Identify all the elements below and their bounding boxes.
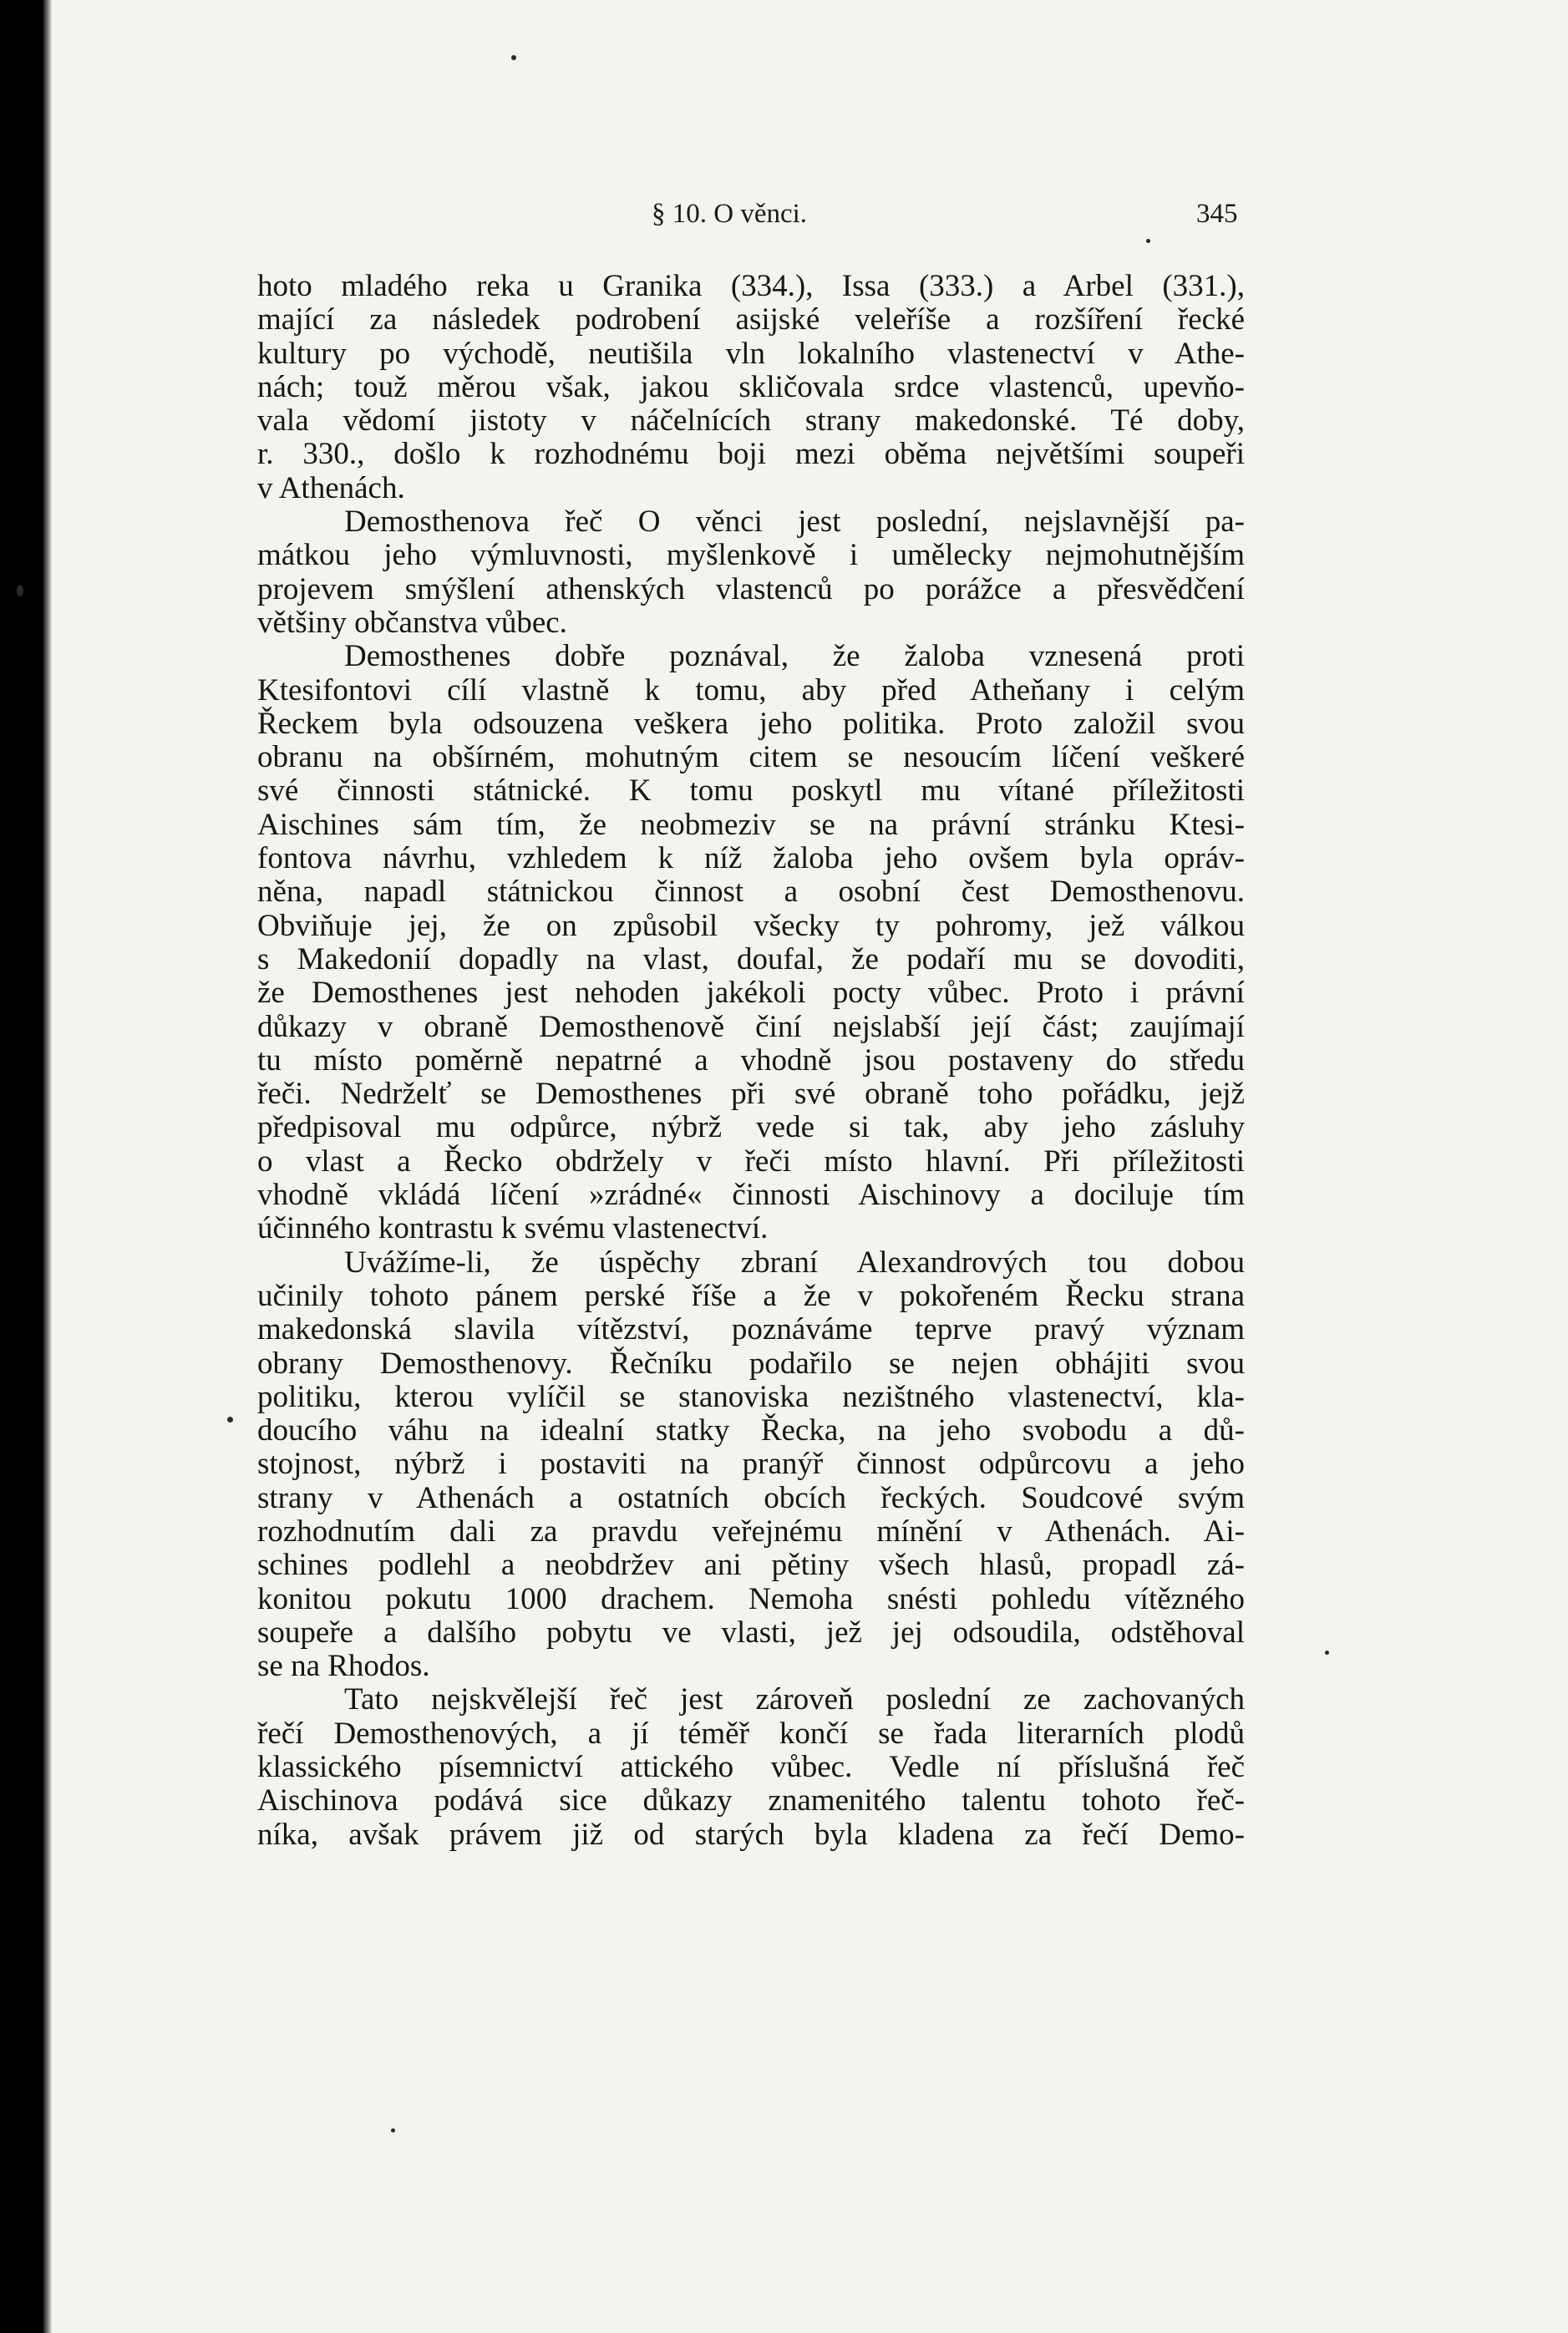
- text-line: klassického písemnictví attického vůbec. Vedle ní příslušná řeč: [257, 1750, 1245, 1785]
- text-line: fontova návrhu, vzhledem k níž žaloba jeho ovšem byla opráv-: [257, 841, 1245, 876]
- text-line: Ktesifontovi cílí vlastně k tomu, aby před Atheňany i celým: [257, 672, 1245, 708]
- text-line: že Demosthenes jest nehoden jakékoli pocty vůbec. Proto i právní: [257, 976, 1245, 1011]
- text-line: mající za následek podrobení asijské veleříše a rozšíření řecké: [257, 302, 1245, 337]
- text-line: makedonská slavila vítězství, poznáváme teprve pravý význam: [257, 1312, 1245, 1347]
- paragraph: [257, 505, 1245, 640]
- running-header: [0, 199, 1568, 241]
- text-line: obranu na obšírném, mohutným citem se nesoucím líčení veškeré: [257, 740, 1245, 775]
- text-line: vala vědomí jistoty v náčelnících strany makedonské. Té doby,: [257, 403, 1245, 439]
- text-line: politiku, kterou vylíčil se stanoviska nezištného vlastenectví, kla-: [257, 1379, 1245, 1414]
- paragraph: [257, 1246, 1245, 1684]
- text-line: strany v Athenách a ostatních obcích řeckých. Soudcové svým: [257, 1480, 1245, 1515]
- paragraph: [257, 1683, 1245, 1851]
- scan-speck: [391, 2128, 395, 2133]
- text-line: kultury po východě, neutišila vln lokalního vlastenectví v Athe-: [257, 336, 1245, 371]
- text-line: učinily tohoto pánem perské říše a že v pokořeném Řecku strana: [257, 1278, 1245, 1313]
- text-line: s Makedonií dopadly na vlast, doufal, že podaří mu se dovoditi,: [257, 941, 1245, 976]
- text-line: se na Rhodos.: [257, 1649, 430, 1684]
- text-line: nách; touž měrou však, jakou skličovala srdce vlastenců, upevňo-: [257, 369, 1245, 404]
- text-line: Uvážíme-li, že úspěchy zbraní Alexandrových tou dobou: [344, 1245, 1245, 1280]
- text-line: r. 330., došlo k rozhodnému boji mezi oběma největšími soupeři: [257, 437, 1245, 472]
- scan-speck: [17, 585, 23, 596]
- text-line: tu místo poměrně nepatrné a vhodně jsou postaveny do středu: [257, 1042, 1245, 1078]
- text-line: doucího váhu na idealní statky Řecka, na jeho svobodu a dů-: [257, 1413, 1245, 1448]
- text-line: obrany Demosthenovy. Řečníku podařilo se nejen obhájiti svou: [257, 1346, 1245, 1381]
- body-text: [257, 270, 1245, 1852]
- text-line: mátkou jeho výmluvnosti, myšlenkově i umělecky nejmohutnějším: [257, 538, 1245, 573]
- text-line: Demosthenes dobře poznával, že žaloba vznesená proti: [344, 639, 1245, 674]
- section-title: § 10. O věnci.: [652, 199, 808, 229]
- paragraph: [257, 640, 1245, 1245]
- text-line: předpisoval mu odpůrce, nýbrž vede si tak, aby jeho zásluhy: [257, 1110, 1245, 1145]
- text-line: Tato nejskvělejší řeč jest zároveň poslední ze zachovaných: [344, 1682, 1245, 1717]
- text-line: řeči. Nedrželť se Demosthenes při své obraně toho pořádku, jejž: [257, 1077, 1245, 1112]
- text-line: schines podlehl a neobdržev ani pětiny všech hlasů, propadl zá-: [257, 1548, 1245, 1583]
- text-line: Obviňuje jej, že on způsobil všecky ty pohromy, jež válkou: [257, 908, 1245, 943]
- text-line: stojnost, nýbrž i postaviti na pranýř činnost odpůrcovu a jeho: [257, 1447, 1245, 1482]
- text-line: vhodně vkládá líčení »zrádné« činnosti Aischinovy a dociluje tím: [257, 1178, 1245, 1213]
- text-line: níka, avšak právem již od starých byla kladena za řečí Demo-: [257, 1817, 1245, 1852]
- text-line: většiny občanstva vůbec.: [257, 605, 567, 640]
- scan-speck: [511, 55, 516, 60]
- scan-speck: [1146, 239, 1150, 243]
- text-line: o vlast a Řecko obdržely v řeči místo hlavní. Při příležitosti: [257, 1144, 1245, 1179]
- text-line: důkazy v obraně Demosthenově činí nejslabší její část; zaujímají: [257, 1009, 1245, 1044]
- text-line: konitou pokutu 1000 drachem. Nemoha snésti pohledu vítězného: [257, 1581, 1245, 1616]
- text-line: Aischinova podává sice důkazy znamenitého talentu tohoto řeč-: [257, 1783, 1245, 1818]
- scan-speck: [227, 1417, 233, 1423]
- text-line: své činnosti státnické. K tomu poskytl mu vítané příležitosti: [257, 773, 1245, 809]
- text-line: v Athenách.: [257, 470, 405, 505]
- text-line: řečí Demosthenových, a jí téměř končí se řada literarních plodů: [257, 1716, 1245, 1751]
- text-line: Aischines sám tím, že neobmeziv se na právní stránku Ktesi-: [257, 807, 1245, 842]
- text-line: projevem smýšlení athenských vlastenců po porážce a přesvědčení: [257, 571, 1245, 606]
- text-line: hoto mladého reka u Granika (334.), Issa (333.) a Arbel (331.),: [257, 269, 1245, 303]
- paragraph: [257, 270, 1245, 505]
- text-line: Demosthenova řeč O věnci jest poslední, nejslavnější pa-: [344, 505, 1245, 540]
- page-spine-shadow: [43, 0, 52, 2333]
- text-line: něna, napadl státnickou činnost a osobní čest Demosthenovu.: [257, 875, 1245, 910]
- scan-speck: [1325, 1651, 1329, 1655]
- text-line: účinného kontrastu k svému vlastenectví.: [257, 1211, 769, 1246]
- text-line: soupeře a dalšího pobytu ve vlasti, jež jej odsoudila, odstěhoval: [257, 1615, 1245, 1650]
- text-line: Řeckem byla odsouzena veškera jeho politika. Proto založil svou: [257, 706, 1245, 741]
- text-line: rozhodnutím dali za pravdu veřejnému mínění v Athenách. Ai-: [257, 1514, 1245, 1549]
- page-number: 345: [1196, 199, 1238, 229]
